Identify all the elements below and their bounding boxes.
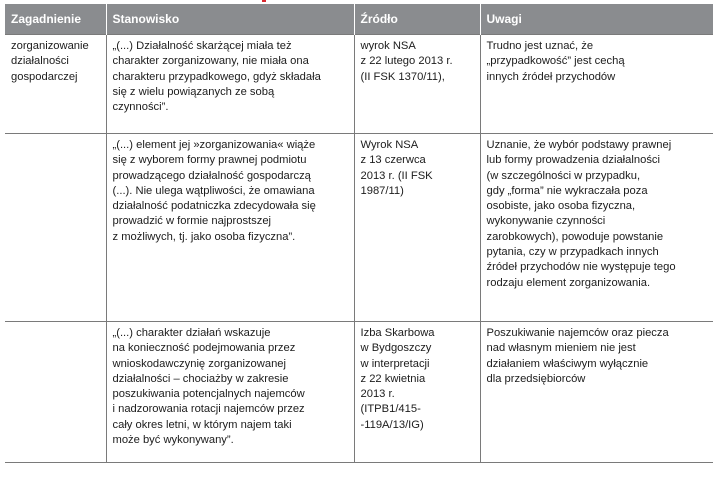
cell-line: z 22 lutego 2013 r. (360, 55, 453, 68)
cell-line: dla przedsiębiorców (486, 372, 586, 385)
cell-line: (ITPB1/415- (360, 403, 421, 416)
cell-topic (5, 35, 106, 134)
cell-remarks (480, 35, 713, 134)
cell-line: wyrok NSA (360, 40, 416, 52)
cell-line: na konieczność podejmowania przez (112, 342, 296, 355)
cell-line: się z wyborem formy prawnej podmiotu (112, 154, 307, 167)
cell-line: z 22 kwietnia (360, 372, 426, 385)
cell-line: poszukiwania potencjalnych najemców (112, 388, 305, 401)
cell-line: działalności (11, 55, 69, 68)
cell-topic (5, 322, 106, 463)
cell-line: Trudno jest uznać, że (486, 40, 594, 52)
cell-line: z możliwych, tj. jako osoba fizyczna”. (112, 230, 296, 243)
table-header (5, 4, 713, 35)
cell-line: Uznanie, że wybór podstawy prawnej (486, 139, 672, 151)
cell-line: 2013 r. (360, 388, 395, 401)
cell-line: gdy „forma” nie wykraczała poza (486, 184, 648, 197)
cell-line: pytania, czy w przypadkach innych (486, 246, 659, 259)
cell-line: i nadzorowania rotacji najemców przez (112, 403, 305, 416)
cell-source (354, 322, 480, 463)
cell-line: Wyrok NSA (360, 139, 419, 151)
cell-line: charakter zorganizowany, nie miała ona (112, 55, 309, 68)
table-row (5, 134, 713, 322)
cell-line: źródeł przychodów nie występuje tego (486, 261, 676, 274)
cell-line: z 13 czerwca (360, 154, 426, 167)
cell-line: w interpretacji (360, 357, 430, 370)
header-remarks: Uwagi (480, 4, 713, 35)
cell-line: prowadzącego działalność gospodarczą (112, 169, 311, 182)
cell-line: „(...) Działalność skarżącej miała też (112, 40, 292, 52)
cell-line: działalności – chociażby w zakresie (112, 372, 289, 385)
cell-line: zorganizowanie (11, 40, 89, 52)
cell-remarks (480, 322, 713, 463)
cell-line: działalność podatniczka zdecydowała się (112, 200, 316, 213)
cell-remarks (480, 134, 713, 322)
cell-line: zarobkowych), powoduje powstanie (486, 230, 664, 243)
cell-line: (w szczególności w przypadku, (486, 169, 641, 182)
cell-line: Izba Skarbowa (360, 327, 435, 339)
cell-line: prowadzić w formie najprostszej (112, 215, 272, 228)
cell-position (106, 35, 354, 134)
cell-position (106, 322, 354, 463)
cell-line: rodzaju element zorganizowania. (486, 276, 651, 289)
cell-position (106, 134, 354, 322)
cell-line: gospodarczej (11, 70, 78, 83)
cell-line: wykonywanie czynności (486, 215, 606, 228)
red-accent-mark (262, 0, 266, 2)
cell-line: (...). Nie ulega wątpliwości, że omawiana (112, 184, 315, 197)
cell-line: 1987/11) (360, 184, 404, 197)
cell-line: wnioskodawczynię zorganizowanej (112, 357, 286, 370)
comparison-table (5, 4, 713, 463)
cell-line: cały okres letni, w którym najem taki (112, 418, 292, 431)
cell-line: osobiste, jako osoba fizyczna, (486, 200, 636, 213)
cell-line: (II FSK 1370/11), (360, 70, 445, 83)
header-source: Źródło (354, 4, 480, 35)
table-row (5, 35, 713, 134)
cell-line: lub formy prowadzenia działalności (486, 154, 660, 167)
cell-line: -119A/13/IG) (360, 418, 424, 431)
cell-line: „(...) element jej »zorganizowania« wiąże (112, 139, 316, 151)
cell-line: się z wielu powiązanych ze sobą (112, 85, 275, 98)
cell-line: działaniem właściwym wyłącznie (486, 357, 649, 370)
cell-line: może być wykonywany”. (112, 434, 234, 447)
header-position: Stanowisko (106, 4, 354, 35)
cell-source (354, 134, 480, 322)
cell-source (354, 35, 480, 134)
cell-line: w Bydgoszczy (360, 342, 432, 355)
cell-line: „przypadkowość” jest cechą (486, 55, 625, 68)
cell-line: czynności”. (112, 101, 169, 114)
table-row (5, 322, 713, 463)
cell-line: charakteru przypadkowego, gdyż składała (112, 70, 321, 83)
cell-topic (5, 134, 106, 322)
cell-line: nad własnym mieniem nie jest (486, 342, 636, 355)
header-topic: Zagadnienie (5, 4, 106, 35)
cell-line: „(...) charakter działań wskazuje (112, 327, 271, 339)
cell-line: 2013 r. (II FSK (360, 169, 433, 182)
cell-line: innych źródeł przychodów (486, 70, 616, 83)
table-body (5, 35, 713, 463)
cell-line: Poszukiwanie najemców oraz piecza (486, 327, 669, 339)
